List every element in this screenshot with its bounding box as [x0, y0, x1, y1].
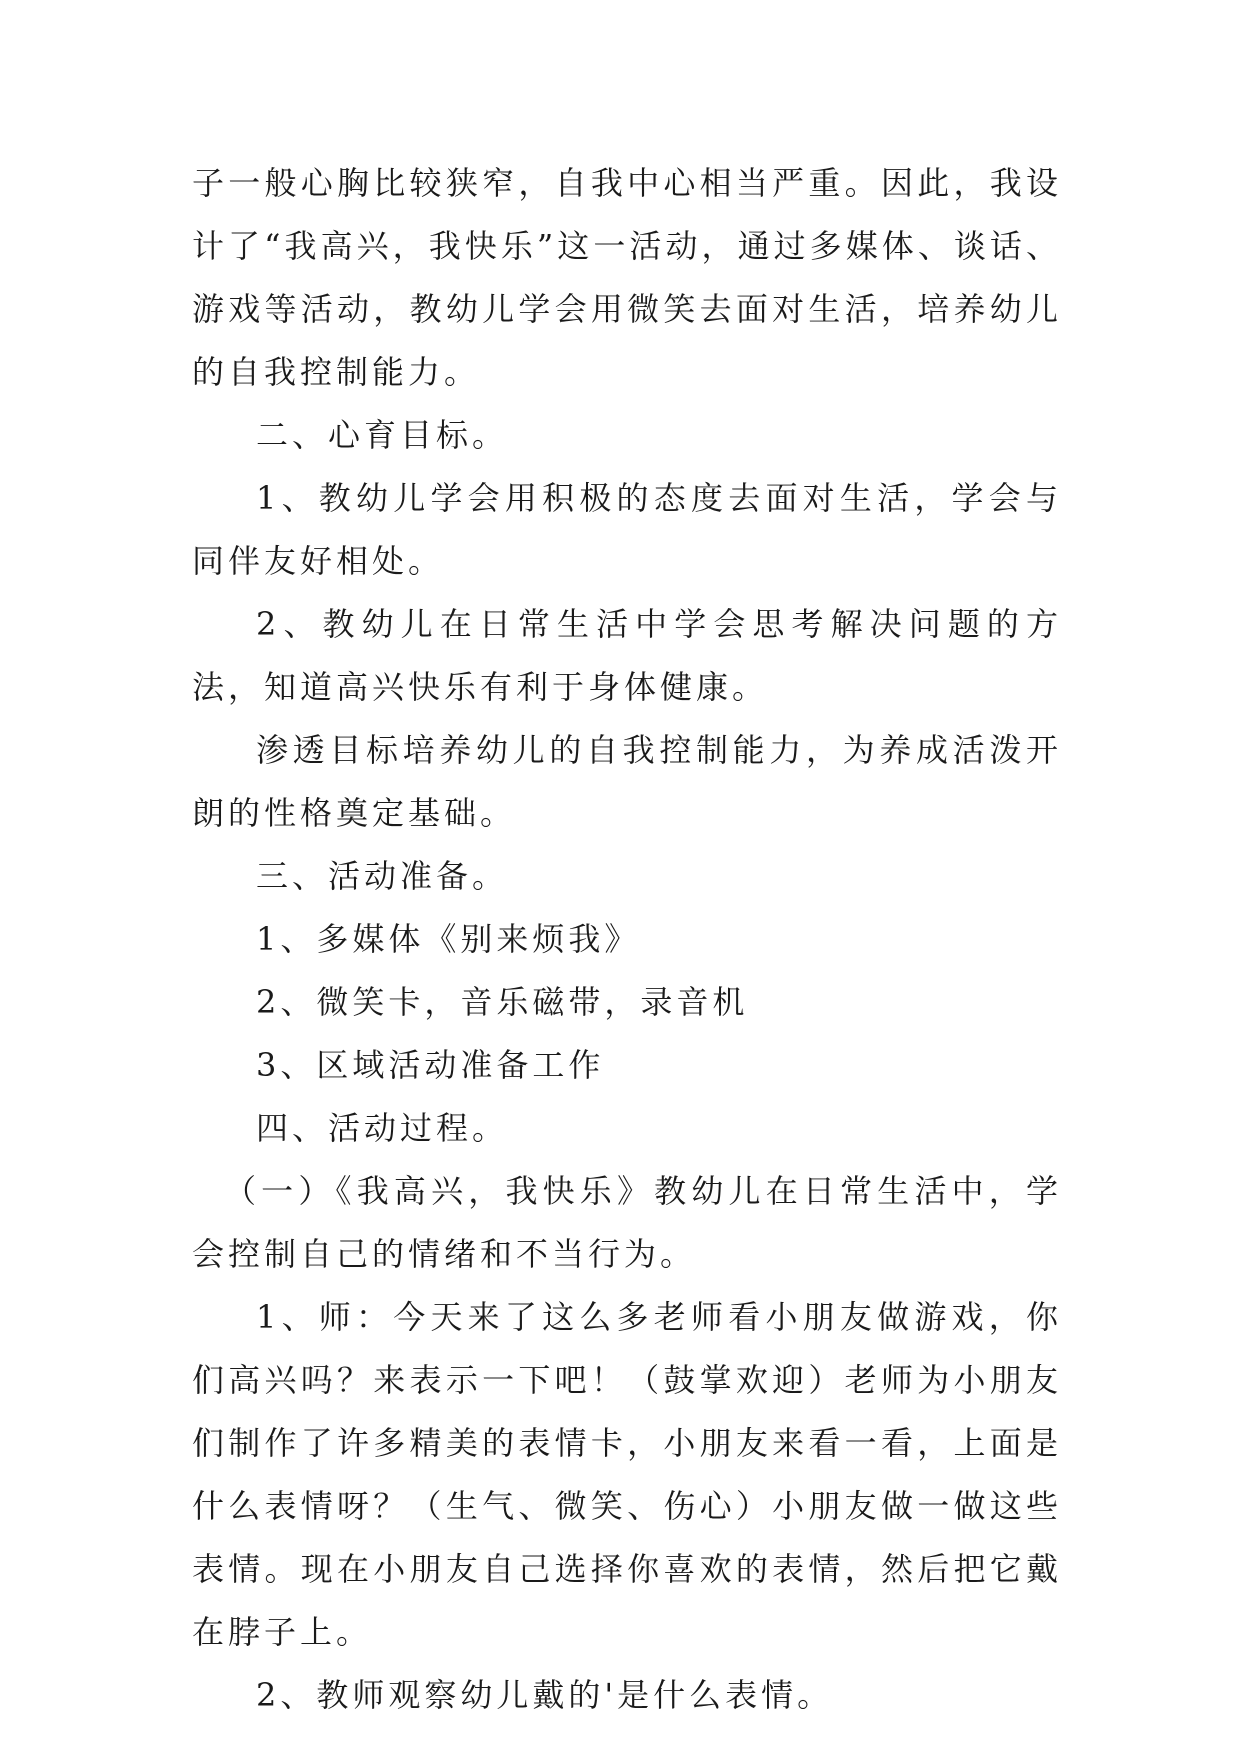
preparation-item-3: 3、区域活动准备工作 — [256, 1046, 605, 1084]
process-step-2: 2、教师观察幼儿戴的'是什么表情。 — [256, 1676, 834, 1714]
preparation-item-1: 1、多媒体《别来烦我》 — [256, 920, 641, 958]
goal-item-1: 1、教幼儿学会用积极的态度去面对生活，学会与同伴友好相处。 — [192, 479, 1062, 580]
preparation-item-2: 2、微笑卡，音乐磁带，录音机 — [256, 983, 749, 1021]
process-step-1: 1、师：今天来了这么多老师看小朋友做游戏，你们高兴吗？来表示一下吧！（鼓掌欢迎）老师为小朋友们制作了许多精美的表情卡，小朋友来看一看，上面是什么表情呀？（生气、微笑、伤心）小朋友做一做这些表情。现在小朋友自己选择你喜欢的表情，然后把它戴在脖子上。 — [192, 1298, 1062, 1651]
heading-goals: 二、心育目标。 — [256, 416, 509, 454]
paragraph-intro-continued: 子一般心胸比较狭窄，自我中心相当严重。因此，我设计了“我高兴，我快乐”这一活动，通过多媒体、谈话、游戏等活动，教幼儿学会用微笑去面对生活，培养幼儿的自我控制能力。 — [192, 164, 1062, 391]
process-section-1: （一）《我高兴，我快乐》教幼儿在日常生活中，学会控制自己的情绪和不当行为。 — [192, 1172, 1062, 1273]
heading-process: 四、活动过程。 — [256, 1109, 509, 1147]
heading-preparation: 三、活动准备。 — [256, 857, 509, 895]
goal-item-2: 2、教幼儿在日常生活中学会思考解决问题的方法，知道高兴快乐有利于身体健康。 — [192, 605, 1062, 706]
document-body — [192, 152, 1062, 1727]
goal-penetration: 渗透目标培养幼儿的自我控制能力，为养成活泼开朗的性格奠定基础。 — [192, 731, 1062, 832]
